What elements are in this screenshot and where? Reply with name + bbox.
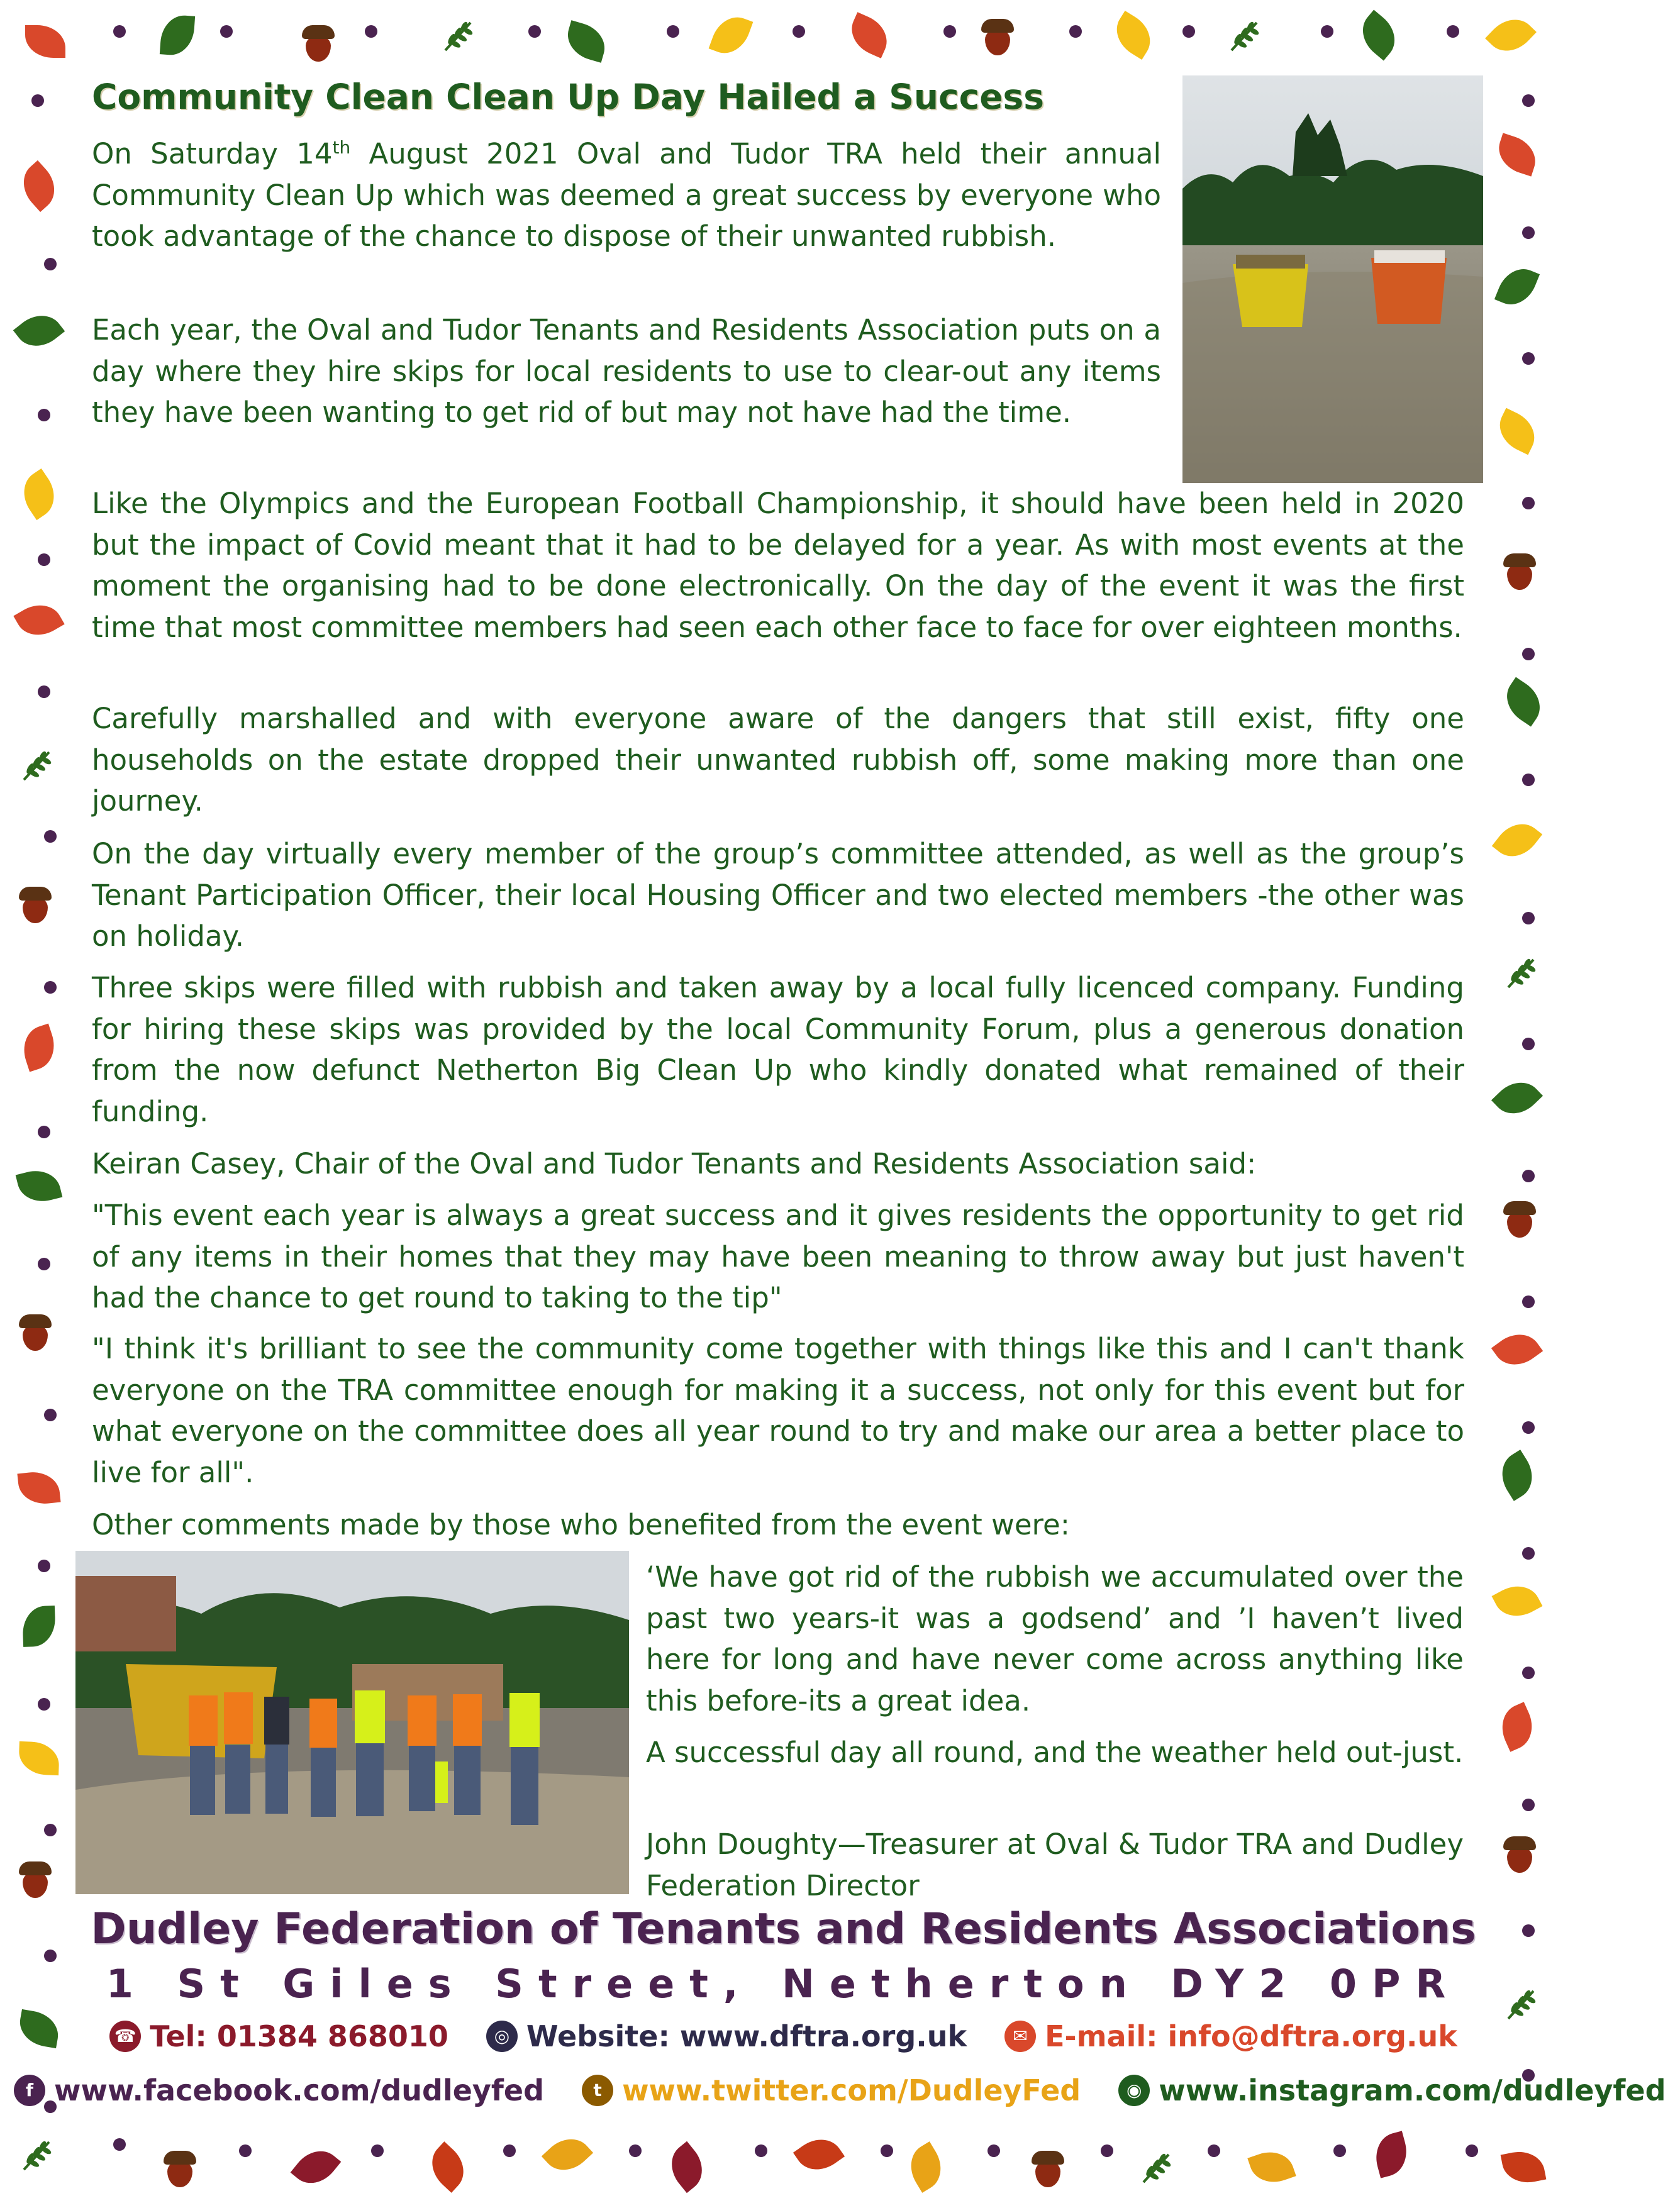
- paragraph-successful-day: A successful day all round, and the weather held out-just.: [646, 1736, 1464, 1769]
- border-dot: [1522, 94, 1535, 107]
- quote-chair-2: "I think it's brilliant to see the community come together with things like this and I can't thank everyone on the TRA committee enough for making it a success, not only for this event but for what everyone on the committee does all year round to try and make our area a better place to live for all".: [92, 1332, 1464, 1489]
- leaf-icon: [18, 1741, 60, 1775]
- fern-icon: [1138, 2151, 1174, 2186]
- paragraph-committee: On the day virtually every member of the group’s committee attended, as well as the group’s Tenant Participation Officer, their local Housing Officer and two elected members -the other was on holiday.: [92, 837, 1464, 953]
- twitter-link[interactable]: [582, 2073, 1081, 2107]
- border-dot: [38, 1126, 50, 1138]
- border-dot: [220, 25, 233, 38]
- fern-icon: [1227, 19, 1262, 54]
- border-dot: [503, 2144, 516, 2157]
- border-dot: [38, 685, 50, 698]
- acorn-icon: [164, 2151, 196, 2189]
- acorn-icon: [1503, 553, 1536, 591]
- facebook-link[interactable]: [14, 2073, 544, 2107]
- leaf-icon: [1247, 2145, 1296, 2189]
- border-dot: [44, 258, 57, 270]
- leaf-icon: [562, 20, 610, 63]
- border-dot: [629, 2144, 642, 2157]
- border-dot: [943, 25, 956, 38]
- border-dot: [1069, 25, 1082, 38]
- leaf-icon: [1493, 133, 1542, 176]
- leaf-icon: [13, 596, 64, 644]
- fern-icon: [19, 748, 54, 784]
- border-dot: [113, 25, 126, 38]
- leaf-icon: [844, 12, 894, 58]
- leaf-icon: [1492, 814, 1542, 866]
- leaf-icon: [25, 25, 65, 58]
- acorn-icon: [1503, 1836, 1536, 1874]
- leaf-icon: [13, 160, 64, 212]
- fern-icon: [440, 19, 476, 54]
- leaf-icon: [1108, 11, 1159, 60]
- twitter-icon: t: [582, 2075, 613, 2106]
- leaf-icon: [1492, 408, 1542, 455]
- border-dot: [31, 94, 44, 107]
- border-dot: [1522, 648, 1535, 660]
- email-contact[interactable]: [1004, 2019, 1457, 2053]
- leaf-icon: [1494, 1702, 1540, 1752]
- border-dot: [1321, 25, 1333, 38]
- facebook-text: www.facebook.com/dudleyfed: [54, 2073, 545, 2107]
- facebook-icon: f: [14, 2075, 45, 2106]
- border-dot: [1522, 912, 1535, 924]
- leaf-icon: [1371, 2131, 1413, 2178]
- leaf-icon: [1491, 1072, 1543, 1124]
- border-dot: [987, 2144, 1000, 2157]
- paragraph-chair-intro: Keiran Casey, Chair of the Oval and Tudor Tenants and Residents Association said:: [92, 1147, 1257, 1180]
- border-dot: [1182, 25, 1195, 38]
- border-dot: [1333, 2144, 1346, 2157]
- leaf-icon: [17, 1024, 60, 1072]
- paragraph-olympics: Like the Olympics and the European Football Championship, it should have been held in 2020 but the impact of Covid meant that it had to be delayed for a year. As with most events at the moment the organising had to be done electronically. On the day of the event it was the first time that most committee members had seen each other face to face for over eighteen months.: [92, 487, 1464, 644]
- leaf-icon: [17, 1470, 60, 1506]
- leaf-icon: [1492, 1577, 1543, 1625]
- acorn-icon: [19, 1861, 52, 1899]
- headline: Community Clean Clean Up Day Hailed a Success: [92, 77, 1045, 117]
- photo-group-volunteers: [75, 1551, 629, 1894]
- border-dot: [38, 409, 50, 421]
- photo-skips: [1182, 75, 1483, 483]
- paragraph-each-year: Each year, the Oval and Tudor Tenants and Residents Association puts on a day where they hire skips for local residents to use to clear-out any items they have been wanting to get rid of but may not have had the time.: [92, 313, 1161, 429]
- border-dot: [1101, 2144, 1113, 2157]
- border-dot: [1522, 1547, 1535, 1560]
- acorn-icon: [19, 1314, 52, 1352]
- twitter-text: www.twitter.com/DudleyFed: [622, 2073, 1081, 2107]
- border-dot: [44, 1409, 57, 1421]
- border-dot: [1522, 497, 1535, 509]
- border-dot: [1522, 1799, 1535, 1811]
- border-dot: [1522, 1421, 1535, 1434]
- leaf-icon: [793, 2129, 845, 2179]
- border-dot: [1522, 352, 1535, 365]
- acorn-icon: [1503, 1201, 1536, 1239]
- border-dot: [38, 1560, 50, 1572]
- border-dot: [1522, 1038, 1535, 1050]
- border-dot: [1522, 774, 1535, 786]
- border-dot: [38, 553, 50, 566]
- paragraph-skips-funding: Three skips were filled with rubbish and taken away by a local fully licenced company. Funding for hiring these skips was provided by the local Community Forum, plus a generous donation from the now defunct Netherton Big Clean Up who kindly donated what remained of their funding.: [92, 971, 1464, 1128]
- leaf-icon: [1353, 10, 1405, 61]
- leaf-icon: [422, 2141, 474, 2193]
- quote-chair-1: "This event each year is always a great success and it gives residents the opportunity to get rid of any items in their homes that they may have been meaning to throw away but just haven't had the chance to get round to taking to the tip": [92, 1199, 1464, 1314]
- leaf-icon: [14, 469, 64, 520]
- border-dot: [113, 2138, 126, 2151]
- acorn-icon: [19, 887, 52, 924]
- leaf-icon: [1494, 262, 1540, 312]
- leaf-icon: [542, 2129, 593, 2180]
- instagram-icon: ◉: [1118, 2075, 1150, 2106]
- border-dot: [1522, 1170, 1535, 1182]
- leaf-icon: [1501, 2147, 1547, 2187]
- website-text: Website: www.dftra.org.uk: [526, 2019, 967, 2053]
- email-text: E-mail: info@dftra.org.uk: [1045, 2019, 1457, 2053]
- leaf-icon: [291, 2141, 342, 2193]
- border-dot: [44, 830, 57, 843]
- leaf-icon: [1498, 677, 1549, 727]
- border-dot: [44, 981, 57, 994]
- leaf-icon: [1493, 1450, 1542, 1501]
- border-dot: [1522, 226, 1535, 239]
- acorn-icon: [302, 25, 335, 63]
- leaf-icon: [662, 2141, 713, 2193]
- leaf-icon: [1491, 1324, 1543, 1375]
- instagram-text: www.instagram.com/dudleyfed: [1159, 2073, 1666, 2107]
- contact-row-primary: [0, 2015, 1567, 2053]
- envelope-icon: ✉: [1004, 2021, 1036, 2052]
- leaf-icon: [13, 306, 65, 356]
- border-dot: [1466, 2144, 1478, 2157]
- border-dot: [365, 25, 377, 38]
- paragraph-marshalled: Carefully marshalled and with everyone aware of the dangers that still exist, fifty one households on the estate dropped their unwanted rubbish off, some making more than one journey.: [92, 702, 1464, 818]
- leaf-icon: [901, 2141, 950, 2193]
- border-dot: [1447, 25, 1459, 38]
- instagram-link[interactable]: [1118, 2073, 1666, 2107]
- acorn-icon: [1032, 2151, 1064, 2189]
- fern-icon: [19, 2138, 54, 2173]
- border-dot: [793, 25, 805, 38]
- leaf-icon: [1485, 9, 1537, 61]
- border-dot: [44, 1824, 57, 1836]
- telephone-text: Tel: 01384 868010: [150, 2019, 448, 2053]
- border-dot: [881, 2144, 893, 2157]
- border-dot: [239, 2144, 252, 2157]
- leaf-icon: [22, 1606, 56, 1647]
- border-dot: [38, 1698, 50, 1711]
- border-dot: [1208, 2144, 1220, 2157]
- border-dot: [371, 2144, 384, 2157]
- paragraph-other-comments: Other comments made by those who benefited from the event were:: [92, 1508, 1070, 1541]
- acorn-icon: [981, 19, 1014, 57]
- contact-row-social: [0, 2069, 1666, 2107]
- author-credit: John Doughty—Treasurer at Oval & Tudor TRA and Dudley Federation Director: [646, 1828, 1464, 1902]
- fern-icon: [1503, 956, 1538, 991]
- organisation-name: Dudley Federation of Tenants and Residents Associations: [91, 1904, 1476, 1954]
- quote-residents: ‘We have got rid of the rubbish we accumulated over the past two years-it was a godsend’ and ’I haven’t lived here for long and have never come across anything like this before-its a great idea.: [646, 1560, 1464, 1717]
- border-dot: [1522, 1295, 1535, 1308]
- paragraph-intro: On Saturday 14th August 2021 Oval and Tudor TRA held their annual Community Clean Up which was deemed a great success by everyone who took advantage of the chance to dispose of their unwanted rubbish.: [92, 137, 1161, 253]
- telephone-contact[interactable]: [109, 2019, 448, 2053]
- border-dot: [667, 25, 679, 38]
- border-dot: [1522, 1667, 1535, 1679]
- website-contact[interactable]: [486, 2019, 967, 2053]
- globe-icon: ◎: [486, 2021, 518, 2052]
- border-dot: [528, 25, 541, 38]
- organisation-address: 1 St Giles Street, Netherton DY2 0PR: [106, 1961, 1461, 2007]
- leaf-icon: [160, 14, 195, 56]
- border-dot: [755, 2144, 767, 2157]
- leaf-icon: [16, 1165, 63, 1207]
- phone-icon: ☎: [109, 2021, 141, 2052]
- border-dot: [38, 1258, 50, 1270]
- leaf-icon: [709, 11, 754, 60]
